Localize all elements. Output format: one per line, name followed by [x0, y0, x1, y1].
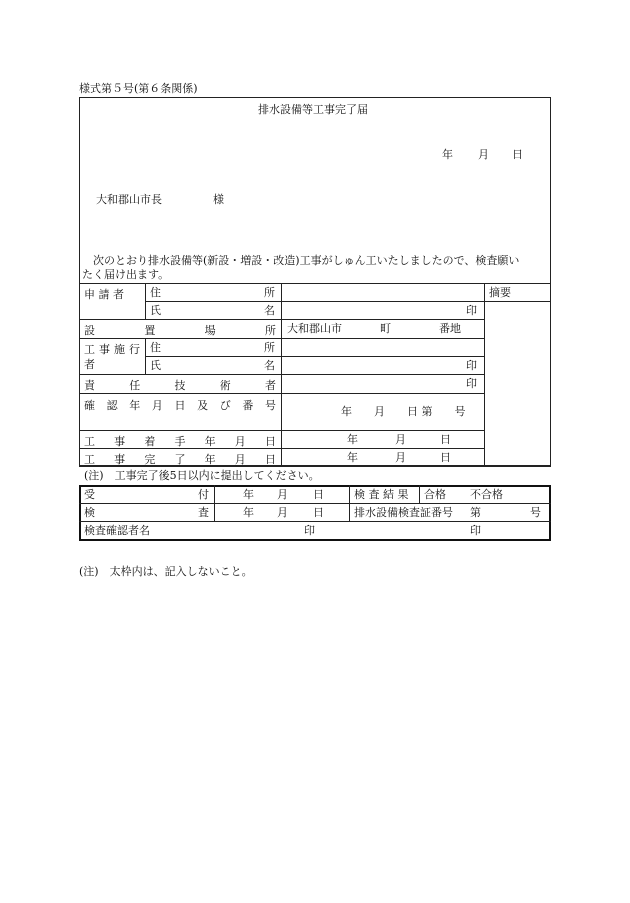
office-rule-2 — [79, 521, 551, 522]
note-inside: (注) 工事完了後5日以内に提出してください。 — [84, 469, 320, 482]
applicant-label: 申 請 者 — [84, 288, 124, 301]
applicant-seal: 印 — [466, 304, 477, 317]
applicant-address-label-a: 住 — [150, 286, 161, 299]
inspection-label-a: 検 — [84, 506, 95, 519]
contractor-name-label-b: 名 — [264, 359, 275, 372]
body-text-line1: 次のとおり排水設備等(新設・増設・改造)工事がしゅん工いたしましたので、検査願い — [82, 254, 520, 267]
received-day: 日 — [313, 488, 324, 501]
body-text-line2: たく届け出ます。 — [82, 268, 170, 281]
inspection-label-b: 査 — [198, 506, 209, 519]
received-label-a: 受 — [84, 488, 95, 501]
addressee-honorific: 様 — [213, 193, 224, 206]
remarks-label: 摘要 — [489, 286, 511, 299]
applicant-name-label-b: 名 — [264, 304, 275, 317]
inspection-month: 月 — [277, 506, 288, 519]
applicant-vline — [145, 283, 146, 319]
contractor-name-label-a: 氏 — [150, 359, 161, 372]
contractor-label-line2: 者 — [84, 358, 95, 371]
completion-date-day: 日 — [440, 451, 451, 464]
result-label: 検 査 結 果 — [354, 488, 409, 501]
table-top-rule — [79, 283, 551, 284]
start-date-year: 年 — [347, 433, 358, 446]
engineer-seal: 印 — [466, 377, 477, 390]
remarks-divider — [484, 301, 551, 302]
contractor-vline — [145, 338, 146, 374]
office-vline-3 — [419, 485, 420, 503]
contractor-seal: 印 — [466, 359, 477, 372]
install-location-town: 町 — [380, 322, 391, 335]
install-location-city: 大和郡山市 — [287, 322, 342, 335]
date-month[interactable]: 月 — [478, 148, 489, 161]
inspector-seal-1: 印 — [304, 524, 315, 537]
completion-date-label: 工 事 完 了 年 月 日 — [84, 453, 276, 466]
contractor-address-label-a: 住 — [150, 341, 161, 354]
inspection-year: 年 — [243, 506, 254, 519]
install-location-lot: 番地 — [439, 322, 461, 335]
contractor-label-line1: 工 事 施 行 — [84, 343, 140, 356]
result-fail: 不合格 — [470, 488, 503, 501]
confirmation-value: 年 月 日 第 号 — [341, 405, 466, 418]
start-date-month: 月 — [395, 433, 406, 446]
received-label-b: 付 — [198, 488, 209, 501]
date-year[interactable]: 年 — [442, 148, 453, 161]
inspector-seal-2: 印 — [470, 524, 481, 537]
start-date-label: 工 事 着 手 年 月 日 — [84, 435, 276, 448]
completion-date-year: 年 — [347, 451, 358, 464]
result-pass: 合格 — [424, 488, 446, 501]
completion-date-month: 月 — [395, 451, 406, 464]
certificate-prefix: 第 — [470, 506, 481, 519]
form-number: 様式第５号(第６条関係) — [79, 82, 198, 95]
start-date-day: 日 — [440, 433, 451, 446]
engineer-label: 責 任 技 術 者 — [84, 379, 276, 392]
received-month: 月 — [277, 488, 288, 501]
label-value-vline — [281, 283, 282, 466]
contractor-address-label-b: 所 — [264, 341, 275, 354]
contractor-divider — [145, 356, 484, 357]
install-location-label: 設 置 場 所 — [84, 324, 276, 337]
note-bottom: (注) 太枠内は、記入しないこと。 — [79, 565, 253, 578]
applicant-address-label-b: 所 — [264, 286, 275, 299]
inspection-day: 日 — [313, 506, 324, 519]
addressee-name: 大和郡山市長 — [96, 193, 162, 206]
certificate-suffix: 号 — [530, 506, 541, 519]
received-year: 年 — [243, 488, 254, 501]
inspector-label: 検査確認者名 — [84, 524, 150, 537]
office-vline-2 — [349, 485, 350, 521]
document-title: 排水設備等工事完了届 — [258, 103, 368, 116]
office-vline-1 — [214, 485, 215, 521]
date-day[interactable]: 日 — [512, 148, 523, 161]
applicant-name-label-a: 氏 — [150, 304, 161, 317]
remarks-vline — [484, 283, 485, 466]
office-rule-1 — [79, 503, 551, 504]
confirmation-label: 確 認 年 月 日 及 び 番 号 — [84, 399, 276, 412]
applicant-divider — [145, 301, 484, 302]
certificate-label: 排水設備検査証番号 — [354, 506, 453, 519]
